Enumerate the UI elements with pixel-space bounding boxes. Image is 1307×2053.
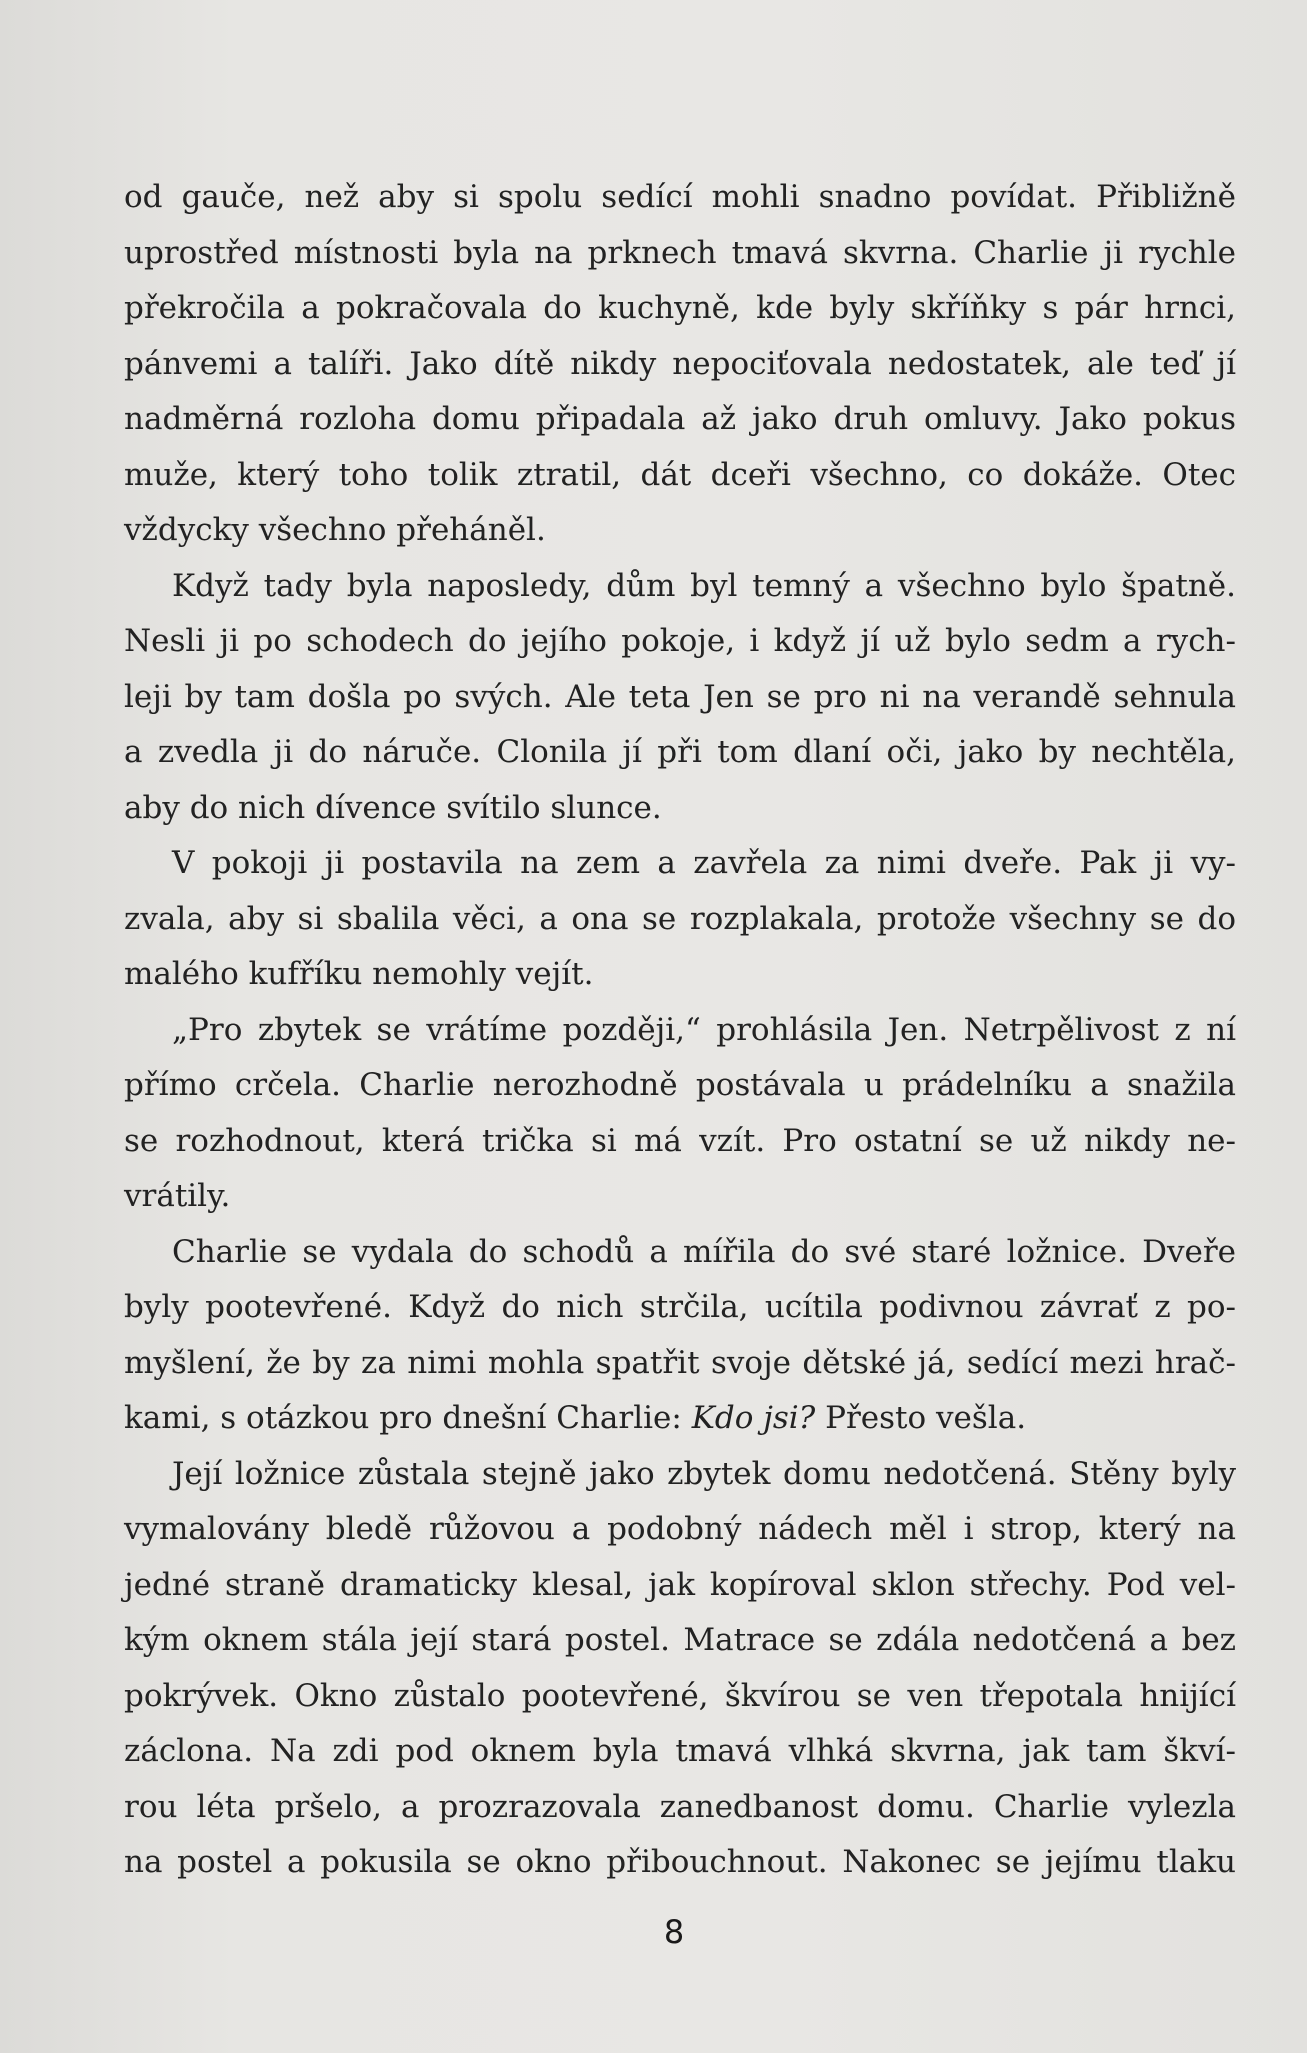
text-line: pánvemi a talíři. Jako dítě nikdy nepociťovala nedostatek, ale teď jí (124, 345, 1236, 382)
text-line: byly pootevřené. Když do nich strčila, ucítila podivnou závrať z po- (124, 1289, 1236, 1325)
text-line: záclona. Na zdi pod oknem byla tmavá vlhká skvrna, jak tam škví- (124, 1733, 1236, 1769)
text-line: se rozhodnout, která trička si má vzít. Pro ostatní se už nikdy ne- (124, 1122, 1236, 1159)
text-line: aby do nich dívence svítilo slunce. (124, 789, 662, 826)
body-text (124, 170, 1236, 1891)
text-line: přímo crčela. Charlie nerozhodně postávala u prádelníku a snažila (124, 1067, 1236, 1103)
text-line: jedné straně dramaticky klesal, jak kopíroval sklon střechy. Pod vel- (124, 1566, 1236, 1603)
text-line: rou léta pršelo, a prozrazovala zanedbanost domu. Charlie vylezla (124, 1788, 1236, 1825)
paragraph-first-line: Charlie se vydala do schodů a mířila do své staré ložnice. Dveře (172, 1233, 1236, 1270)
paragraph-first-line: V pokoji ji postavila na zem a zavřela za nimi dveře. Pak ji vy- (172, 845, 1236, 881)
text-line: pokrývek. Okno zůstalo pootevřené, škvírou se ven třepotala hnijící (124, 1677, 1236, 1714)
text-line: vrátily. (124, 1178, 231, 1214)
text-line (124, 1391, 1236, 1447)
text-line: nadměrná rozloha domu připadala až jako druh omluvy. Jako pokus (124, 401, 1236, 437)
text-line: na postel a pokusila se okno přibouchnout. Nakonec se jejímu tlaku (124, 1844, 1236, 1880)
text-line: myšlení, že by za nimi mohla spatřit svoje dětské já, sedící mezi hrač- (124, 1344, 1236, 1381)
text-line: leji by tam došla po svých. Ale teta Jen se pro ni na verandě sehnula (124, 678, 1236, 715)
text-line: uprostřed místnosti byla na prknech tmavá skvrna. Charlie ji rychle (124, 234, 1236, 271)
text-line: kým oknem stála její stará postel. Matrace se zdála nedotčená a bez (124, 1622, 1236, 1658)
text-line: vymalovány bledě růžovou a podobný nádech měl i strop, který na (124, 1511, 1236, 1547)
text-segment: kami, s otázkou pro dnešní Charlie: (124, 1400, 692, 1436)
text-line: vždycky všechno přeháněl. (124, 512, 546, 548)
italic-question: Kdo jsi? (691, 1400, 816, 1436)
text-line: zvala, aby si sbalila věci, a ona se rozplakala, protože všechny se do (124, 900, 1236, 937)
page-number: 8 (663, 1913, 685, 1951)
text-line: a zvedla ji do náruče. Clonila jí při tom dlaní oči, jako by nechtěla, (124, 734, 1236, 770)
paragraph-first-line: Když tady byla naposledy, dům byl temný a všechno bylo špatně. (172, 567, 1236, 604)
text-line: muže, který toho tolik ztratil, dát dceři všechno, co dokáže. Otec (124, 456, 1236, 493)
paragraph-first-line: „Pro zbytek se vrátíme později,“ prohlásila Jen. Netrpělivost z ní (172, 1011, 1236, 1048)
text-line: malého kufříku nemohly vejít. (124, 956, 594, 992)
text-line: od gauče, než aby si spolu sedící mohli snadno povídat. Přibližně (124, 179, 1236, 215)
text-line: Nesli ji po schodech do jejího pokoje, i když jí už bylo sedm a rych- (124, 623, 1236, 659)
text-segment: Přesto vešla. (815, 1400, 1027, 1436)
paragraph-first-line: Její ložnice zůstala stejně jako zbytek domu nedotčená. Stěny byly (172, 1455, 1236, 1492)
text-line: překročila a pokračovala do kuchyně, kde byly skříňky s pár hrnci, (124, 290, 1236, 326)
